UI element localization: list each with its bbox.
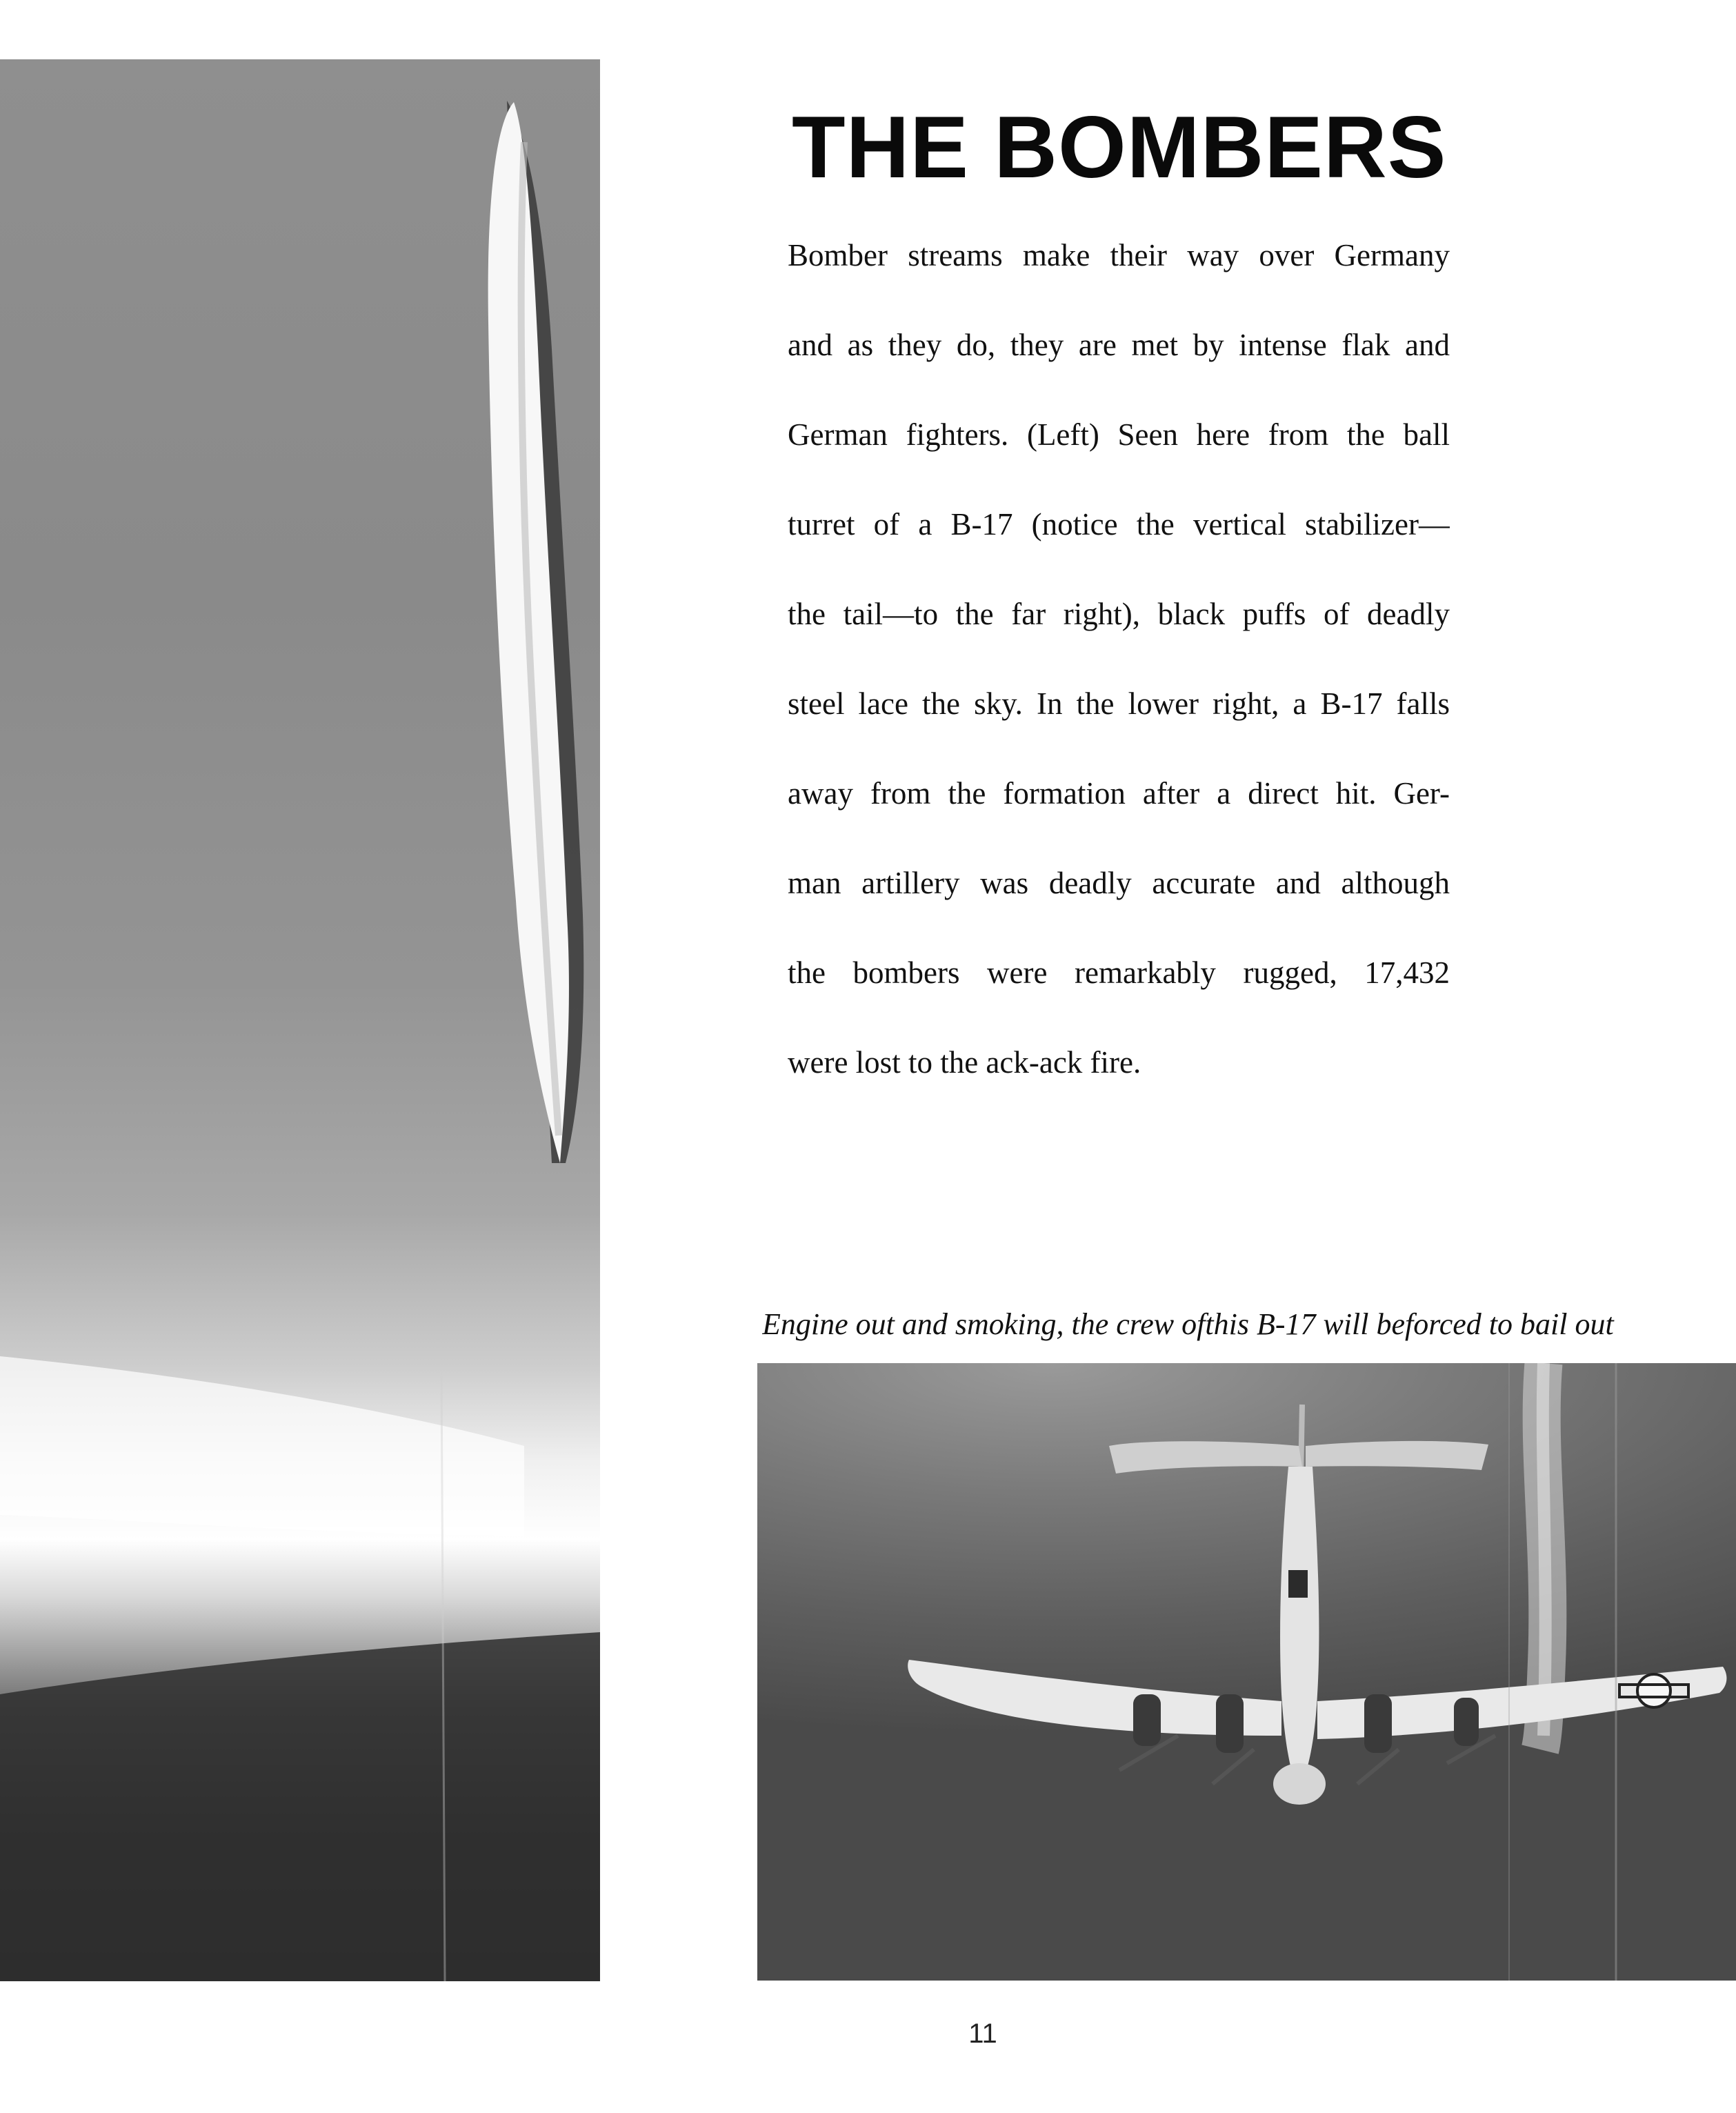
body-line: away from the formation after a direct hit. Ger- bbox=[788, 776, 1450, 811]
b17-photo-graphic bbox=[757, 1363, 1736, 1981]
b17-engine-out-photo bbox=[757, 1363, 1736, 1981]
photo-caption: Engine out and smoking, the crew ofthis B-17 will beforced to bail out bbox=[762, 1307, 1614, 1341]
body-line: steel lace the sky. In the lower right, a B-17 falls bbox=[788, 686, 1450, 721]
page-title: THE BOMBERS bbox=[792, 98, 1447, 196]
body-line: the tail—to the far right), black puffs of deadly bbox=[788, 597, 1450, 631]
body-line: turret of a B-17 (notice the vertical stabilizer— bbox=[788, 507, 1450, 542]
body-paragraph bbox=[788, 235, 1450, 1131]
left-photo-vertical-stabilizer bbox=[0, 59, 600, 1981]
body-line: the bombers were remarkably rugged, 17,432 bbox=[788, 955, 1450, 990]
body-line: Bomber streams make their way over Germany bbox=[788, 238, 1450, 272]
body-line: were lost to the ack-ack fire. bbox=[788, 1045, 1141, 1080]
body-line: man artillery was deadly accurate and although bbox=[788, 866, 1450, 900]
body-line: and as they do, they are met by intense flak and bbox=[788, 328, 1450, 362]
page-number: 11 bbox=[968, 2018, 997, 2049]
body-line: German fighters. (Left) Seen here from the ball bbox=[788, 417, 1450, 452]
left-photo-graphic bbox=[0, 59, 600, 1981]
